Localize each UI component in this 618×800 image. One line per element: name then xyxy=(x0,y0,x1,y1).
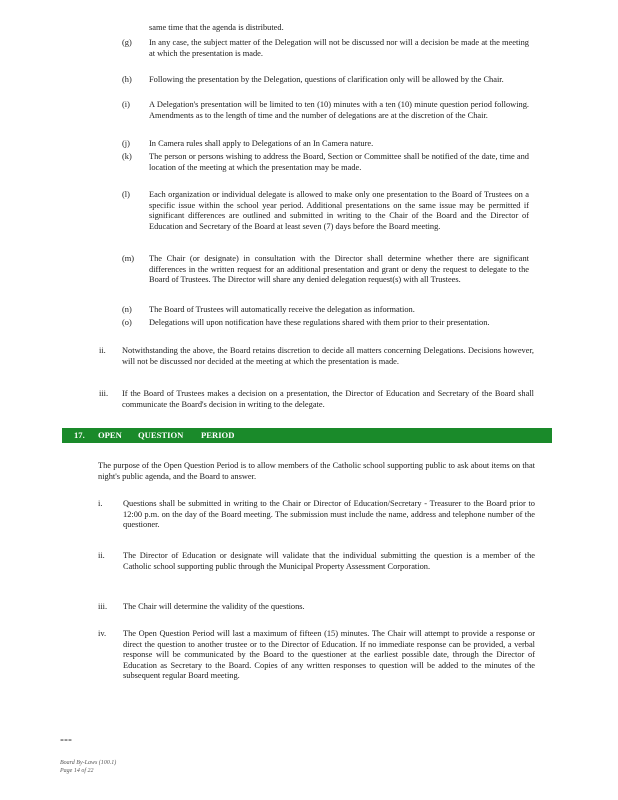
section-label-iii: iii. xyxy=(98,602,108,611)
section-title-period: PERIOD xyxy=(201,430,235,440)
item-label-l: (l) xyxy=(122,190,130,199)
item-label-h: (h) xyxy=(122,75,132,84)
item-text-l: Each organization or individual delegate is allowed to make only one presentation to the Board of Trustees on a specific issue within the school year period. Additional presentations on the same issue may be permitted if significant differences are outlined and submitted in writing to the Chair of the Board and the Director of Education and Secretary of the Board at least seven (7) days before the Board meeting. xyxy=(149,190,529,231)
item-text-o: Delegations will upon notification have these regulations shared with them prior to their presentation. xyxy=(149,318,490,327)
item-label-i: (i) xyxy=(122,100,130,109)
item-label-m: (m) xyxy=(122,254,135,263)
section-label-iv: iv. xyxy=(98,629,107,638)
item-text-g: In any case, the subject matter of the Delegation will not be discussed nor will a decision be made at the meeting at which the presentation is made. xyxy=(149,38,529,58)
section-title-question: QUESTION xyxy=(138,430,184,440)
continuation-text: same time that the agenda is distributed. xyxy=(149,23,284,32)
roman-text-ii: Notwithstanding the above, the Board retains discretion to decide all matters concerning Delegations. Decisions however, will not be discussed nor decided at the meeting at which the presentation is made. xyxy=(122,346,534,366)
section-label-i: i. xyxy=(98,499,103,508)
section-label-ii: ii. xyxy=(98,551,105,560)
roman-text-iii: If the Board of Trustees makes a decision on a presentation, the Director of Education and Secretary of the Board shall communicate the Board's decision in writing to the delegate. xyxy=(122,389,534,409)
item-text-i: A Delegation's presentation will be limited to ten (10) minutes with a ten (10) minute question period following. Amendments as to the length of time and the number of delegations are at the discretion of the Chair. xyxy=(149,100,529,120)
footer-document-title: Board By-Laws (100.1) xyxy=(60,760,117,766)
section-banner xyxy=(62,428,552,443)
item-text-n: The Board of Trustees will automatically receive the delegation as information. xyxy=(149,305,415,314)
section-text-iv: The Open Question Period will last a maximum of fifteen (15) minutes. The Chair will attempt to provide a response or direct the question to another trustee or to the Director of Education. If no immediate response can be provided, a verbal response will be communicated by the Board to the questioner at the earliest possible date, through the Director of Education as Secretary to the Board. Copies of any written responses to question will be added to the minutes of the subsequent regular Board meeting. xyxy=(123,629,535,681)
item-label-j: (j) xyxy=(122,139,130,148)
item-text-m: The Chair (or designate) in consultation with the Director shall determine whether there are significant differences in the written request for an additional presentation and grant or deny the request to delegate to the Board of Trustees. The Director will share any denied delegation request(s) with all Trustees. xyxy=(149,254,529,285)
item-label-g: (g) xyxy=(122,38,132,47)
section-text-iii: The Chair will determine the validity of the questions. xyxy=(123,602,305,611)
section-intro: The purpose of the Open Question Period is to allow members of the Catholic school supporting public to ask about items on that night's public agenda, and the Board to answer. xyxy=(98,461,535,481)
item-text-h: Following the presentation by the Delegation, questions of clarification only will be allowed by the Chair. xyxy=(149,75,504,84)
item-label-k: (k) xyxy=(122,152,132,161)
section-text-ii: The Director of Education or designate will validate that the individual submitting the question is a member of the Catholic school supporting public through the Municipal Property Assessment Corporation. xyxy=(123,551,535,571)
roman-label-iii: iii. xyxy=(99,389,109,398)
item-text-k: The person or persons wishing to address the Board, Section or Committee shall be notified of the date, time and location of the meeting at which the presentation may be made. xyxy=(149,152,529,172)
footer-page-number: Page 14 of 22 xyxy=(60,768,94,774)
section-title-open: OPEN xyxy=(98,430,122,440)
footer-separator: --- xyxy=(60,732,72,746)
section-text-i: Questions shall be submitted in writing to the Chair or Director of Education/Secretary - Treasurer to the Board prior to 12:00 p.m. on the day of the Board meeting. The submission must include the name, address and telephone number of the questioner. xyxy=(123,499,535,530)
item-text-j: In Camera rules shall apply to Delegations of an In Camera nature. xyxy=(149,139,374,148)
item-label-n: (n) xyxy=(122,305,132,314)
item-label-o: (o) xyxy=(122,318,132,327)
roman-label-ii: ii. xyxy=(99,346,106,355)
section-number: 17. xyxy=(74,430,85,440)
